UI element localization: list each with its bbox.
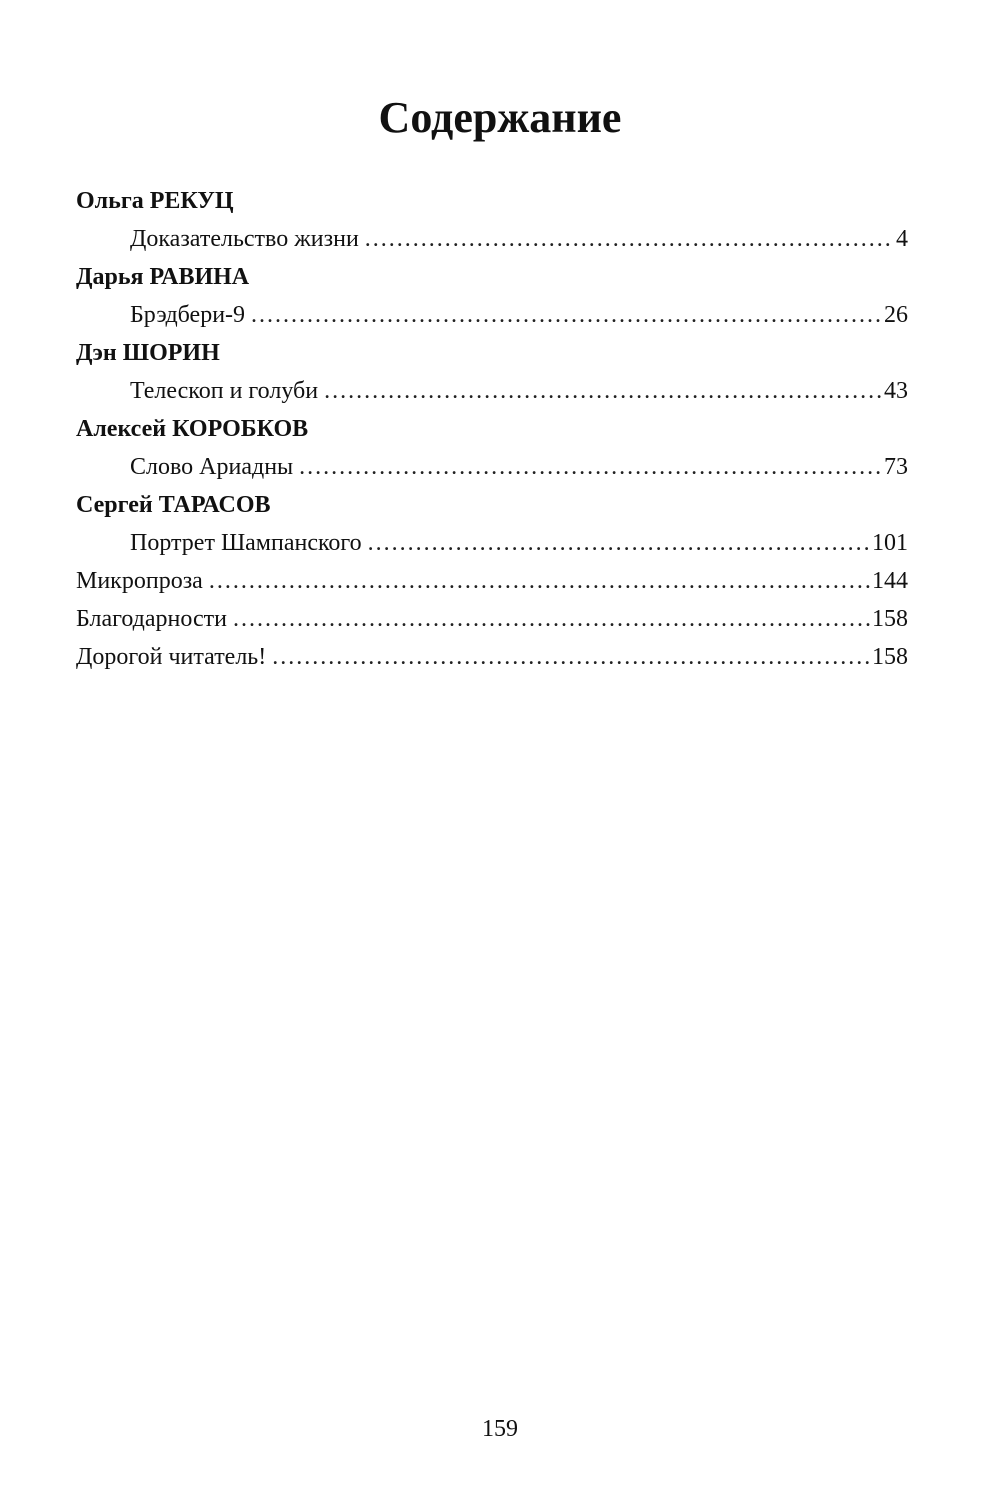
toc-author: Дарья РАВИНА (76, 264, 250, 290)
toc-entry[interactable] (76, 562, 908, 600)
dot-leader (365, 220, 894, 258)
dot-leader (324, 372, 882, 410)
toc-entry-page: 158 (872, 644, 908, 670)
toc-author: Сергей ТАРАСОВ (76, 492, 271, 518)
table-of-contents (76, 182, 908, 676)
dot-leader (251, 296, 882, 334)
toc-entry-title: Микропроза (76, 568, 203, 594)
toc-entry-page: 101 (872, 530, 908, 556)
dot-leader (272, 638, 870, 676)
dot-leader (368, 524, 870, 562)
toc-entry-title: Доказательство жизни (130, 226, 359, 252)
page-title: Содержание (378, 93, 622, 142)
toc-entry-page: 26 (884, 302, 908, 328)
toc-entry-page: 158 (872, 606, 908, 632)
toc-author: Алексей КОРОБКОВ (76, 416, 309, 442)
toc-entry[interactable] (76, 600, 908, 638)
toc-entry[interactable] (76, 220, 908, 258)
dot-leader (299, 448, 882, 486)
toc-entry-page: 43 (884, 378, 908, 404)
page-number: 159 (482, 1416, 518, 1442)
toc-entry-title: Благодарности (76, 606, 227, 632)
toc-entry[interactable] (76, 638, 908, 676)
toc-entry-page: 144 (872, 568, 908, 594)
toc-author: Дэн ШОРИН (76, 340, 220, 366)
dot-leader (233, 600, 870, 638)
toc-entry[interactable] (76, 372, 908, 410)
toc-entry-page: 4 (896, 226, 908, 252)
toc-entry-title: Дорогой читатель! (76, 644, 267, 670)
toc-entry[interactable] (76, 448, 908, 486)
toc-entry-page: 73 (884, 454, 908, 480)
toc-entry[interactable] (76, 296, 908, 334)
toc-entry-title: Слово Ариадны (130, 454, 294, 480)
toc-entry-title: Телескоп и голуби (130, 378, 319, 404)
toc-entry-title: Портрет Шампанского (130, 530, 362, 556)
toc-author: Ольга РЕКУЦ (76, 188, 234, 214)
toc-entry[interactable] (76, 524, 908, 562)
dot-leader (209, 562, 870, 600)
toc-entry-title: Брэдбери-9 (130, 302, 246, 328)
